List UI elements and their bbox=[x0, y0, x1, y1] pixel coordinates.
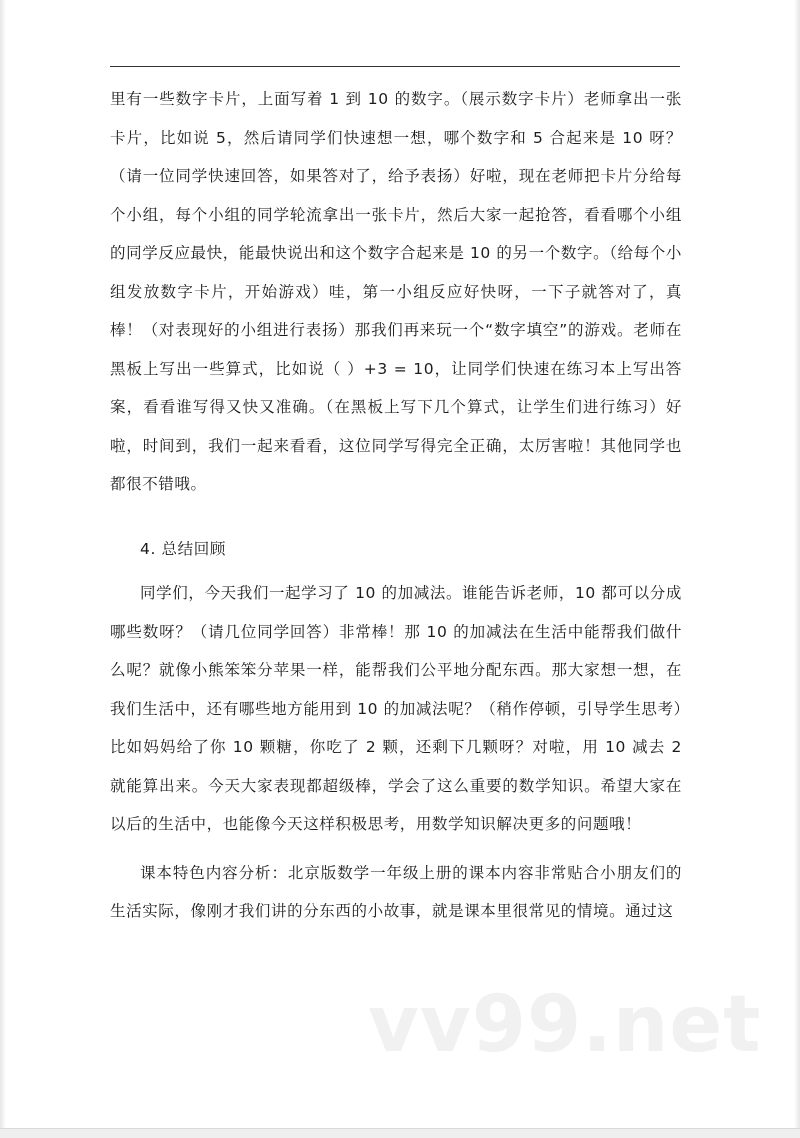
page-edge-left bbox=[0, 0, 6, 1137]
page-edge-right bbox=[794, 0, 800, 1137]
section-heading-summary: 4. 总结回顾 bbox=[140, 539, 226, 558]
paragraph-textbook-analysis: 课本特色内容分析：北京版数学一年级上册的课本内容非常贴合小朋友们的生活实际，像刚才我们讲的分东西的小故事，就是课本里很常见的情境。通过这 bbox=[110, 863, 682, 920]
watermark-logo: vv99.net bbox=[368, 980, 762, 1070]
paragraph-summary: 同学们，今天我们一起学习了 10 的加减法。谁能告诉老师，10 都可以分成哪些数呀？（请几位同学回答）非常棒！那 10 的加减法在生活中能帮我们做什么呢？就像小熊笨笨分苹果一样，能帮我们公平地分配东西。那大家想一想，在我们生活中，还有哪些地方能用到 10 的加减法呢？（稍作停顿，引导学生思考）比如妈妈给了你 10 颗糖，你吃了 2 颗，还剩下几颗呀？对啦，用 10 减去 2 就能算出来。今天大家表现都超级棒，学会了这么重要的数学知识。希望大家在以后的生活中，也能像今天这样积极思考，用数学知识解决更多的问题哦！ bbox=[110, 584, 682, 833]
header-rule bbox=[110, 66, 680, 67]
paragraph-game-cards: 里有一些数字卡片，上面写着 1 到 10 的数字。（展示数字卡片）老师拿出一张卡片，比如说 5，然后请同学们快速想一想，哪个数字和 5 合起来是 10 呀？（请一位同学快速回答，如果答对了，给予表扬）好啦，现在老师把卡片分给每个小组，每个小组的同学轮流拿出一张卡片，然后大家一起抢答，看看哪个小组的同学反应最快，能最快说出和这个数字合起来是 10 的另一个数字。（给每个小组发放数字卡片，开始游戏）哇，第一小组反应好快呀，一下子就答对了，真棒！（对表现好的小组进行表扬）那我们再来玩一个“数字填空”的游戏。老师在黑板上写出一些算式，比如说（ ）+3 = 10，让同学们快速在练习本上写出答案，看看谁写得又快又准确。（在黑板上写下几个算式，让学生们进行练习）好啦，时间到，我们一起来看看，这位同学写得完全正确，太厉害啦！其他同学也都很不错哦。 bbox=[110, 90, 682, 493]
document-body bbox=[110, 80, 682, 931]
